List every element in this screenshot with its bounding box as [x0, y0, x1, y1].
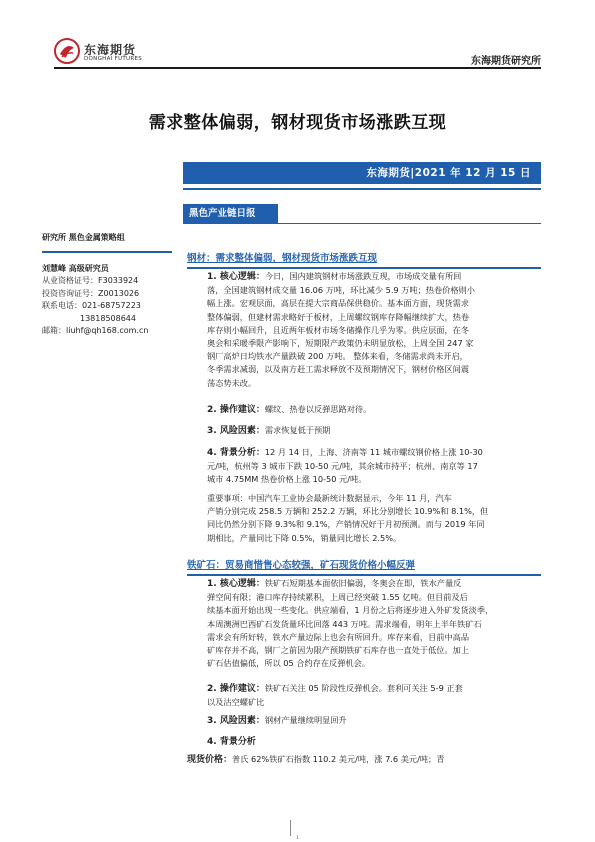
ore-op-lead: 2. 操作建议： — [207, 684, 265, 694]
steel-bg-paragraph — [187, 446, 541, 487]
ore-logic-line: 需求会有所好转，铁水产量边际上也会有所回升。库存来看，目前中高品 — [207, 631, 470, 642]
ore-logic-line: 矿库存并不高，钢厂之前因为限产预期铁矿石库存也一直处于低位。加上 — [207, 645, 470, 656]
steel-bg-line: 元/吨，杭州等 3 城市下跌 10-50 元/吨，其余城市持平；杭州、南京等 17 — [207, 461, 478, 472]
phone-number: 联系电话：021-68757223 — [42, 301, 141, 310]
steel-news-line: 期相比，产量同比下降 0.5%，销量同比增长 2.5%。 — [207, 532, 402, 543]
ore-op-paragraph — [187, 682, 541, 709]
steel-op-paragraph — [187, 403, 541, 417]
ore-op-line: 以及沽空螺矿比 — [207, 697, 265, 708]
ore-logic-paragraph — [187, 577, 541, 670]
steel-bg-lead: 4. 背景分析： — [207, 448, 265, 458]
ore-logic-lead: 1. 核心逻辑： — [207, 579, 265, 589]
ore-risk-text: 钢材产量继续明显回升 — [264, 715, 347, 725]
ore-bg-lead: 4. 背景分析 — [207, 737, 256, 747]
steel-logic-line: 落，全国建筑钢材成交量 16.06 万吨，环比减少 5.9 万吨；热卷价格则小 — [207, 285, 475, 296]
ore-op-line: 铁矿石关注 05 阶段性反弹机会。套利可关注 5-9 正套 — [264, 683, 463, 693]
header-institute: 东海期货研究所 — [471, 56, 541, 67]
steel-op — [187, 403, 541, 417]
ore-logic-line: 本周澳洲巴西矿石发货量环比回落 443 万吨。需求端看，明年上半年铁矿石 — [207, 618, 482, 629]
ore-logic — [187, 577, 541, 670]
ore-section — [187, 557, 541, 576]
ore-risk-lead: 3. 风险因素： — [207, 716, 265, 726]
consulting-number: 投资咨询证号：Z0013026 — [42, 288, 140, 298]
logo-english-name: DONGHAI FUTURES — [84, 56, 143, 62]
steel-logic-paragraph — [187, 270, 541, 390]
steel-logic-line: 钢厂高炉日均铁水产量跌破 200 万吨。 整体来看，冬储需求尚未开启， — [207, 351, 468, 362]
ore-headline-rule — [187, 574, 541, 576]
logo-mark-icon — [54, 38, 80, 64]
steel-logic-line: 幅上涨。宏观层面，高层在提大宗商品保供稳价。基本面方面，现货需求 — [207, 298, 470, 309]
steel-bg-line: 城市 4.75MM 热卷价格上涨 10-50 元/吨。 — [207, 474, 367, 485]
report-title: 需求整体偏弱，钢材现货市场涨跌互现 — [148, 113, 447, 133]
date-banner: 东海期货|2021 年 12 月 15 日 — [183, 162, 541, 184]
section-tab: 黑色产业链日报 — [183, 204, 278, 224]
steel-logic-line: 今日，国内建筑钢材市场涨跌互现，市场成交量有所回 — [264, 271, 462, 281]
ore-risk-paragraph — [187, 714, 541, 728]
steel-news-paragraph — [187, 492, 541, 545]
steel-logic-lead: 1. 核心逻辑： — [207, 272, 265, 282]
steel-logic-line: 荡态势未改。 — [207, 377, 257, 388]
steel-op-lead: 2. 操作建议： — [207, 405, 265, 415]
ore-logic-line: 矿石估值偏低，所以 05 合约存在反弹机会。 — [207, 658, 370, 669]
mobile-number: 13818508644 — [80, 313, 136, 323]
steel-bg-line: 12 月 14 日，上海、济南等 11 城市螺纹钢价格上涨 10-30 — [264, 447, 483, 457]
page-number: 1 — [296, 836, 299, 841]
ore-logic-line: 续基本面开始出现一些变化。供应端看，1 月份之后将逐步进入外矿发货淡季， — [207, 605, 494, 616]
section-tab-underline — [183, 223, 541, 224]
steel-risk — [187, 424, 541, 438]
steel-logic-line: 库存则小幅回升，且近两年板材市场冬储操作几乎为零。供应层面，在冬 — [207, 324, 470, 335]
ore-op — [187, 682, 541, 709]
ore-headline[interactable]: 铁矿石：贸易商惜售心态较强，矿石现货价格小幅反弹 — [187, 560, 416, 571]
analyst-name: 刘慧峰 高级研究员 — [42, 264, 109, 273]
email-address[interactable]: 邮箱：liuhf@qh168.com.cn — [42, 326, 149, 335]
steel-headline-rule — [187, 267, 541, 269]
author-sidebar — [42, 232, 177, 337]
steel-news — [187, 492, 541, 545]
ore-logic-line: 铁矿石短期基本面依旧偏弱，冬奥会在即，铁水产量反 — [264, 578, 462, 588]
steel-headline[interactable]: 钢材：需求整体偏弱，钢材现货市场涨跌互现 — [187, 253, 378, 264]
steel-section — [187, 250, 541, 269]
ore-price-text: 普氏 62%铁矿石指数 110.2 美元/吨，涨 7.6 美元/吨；青 — [232, 754, 445, 764]
ore-background — [187, 735, 541, 749]
date-banner-underline — [183, 188, 541, 190]
sidebar-divider — [42, 251, 172, 253]
steel-risk-lead: 3. 风险因素： — [207, 426, 265, 436]
steel-risk-text: 需求恢复低于预期 — [264, 425, 331, 435]
ore-price-lead: 现货价格： — [187, 755, 233, 765]
department: 研究所 黑色金属策略组 — [42, 233, 125, 242]
footer-divider — [290, 820, 291, 836]
steel-logic-line: 冬季需求减弱，以及南方赶工需求释放不及预期情况下，钢材价格区间震 — [207, 364, 470, 375]
donghai-logo — [54, 38, 174, 68]
steel-op-text: 螺纹、热卷以反弹思路对待。 — [264, 404, 372, 414]
steel-background — [187, 446, 541, 487]
ore-price-paragraph — [187, 753, 541, 767]
steel-news-line: 产销分别完成 258.5 万辆和 252.2 万辆，环比分别增长 10.9%和 8.1%，但 — [207, 506, 489, 517]
logo-chinese-name: 东海期货 — [84, 43, 137, 57]
ore-bg-paragraph — [187, 735, 541, 749]
header-divider — [54, 67, 541, 69]
steel-logic — [187, 270, 541, 390]
steel-news-line: 同比仍然分别下降 9.3%和 9.1%，产销情况好于月初预测。而与 2019 年同 — [207, 519, 485, 530]
ore-risk — [187, 714, 541, 728]
steel-logic-line: 整体偏弱，但建材需求略好于板材，上周螺纹钢库存降幅继续扩大，热卷 — [207, 311, 470, 322]
steel-risk-paragraph — [187, 424, 541, 438]
steel-logic-line: 奥会和采暖季限产影响下，短期限产政策仍未明显放松，上周全国 247 家 — [207, 338, 474, 349]
license-number: 从业资格证号：F3033924 — [42, 276, 139, 285]
steel-news-line: 重要事项：中国汽车工业协会最新统计数据显示，今年 11 月，汽车 — [207, 493, 452, 503]
ore-logic-line: 弹空间有限；港口库存持续累积，上周已经突破 1.55 亿吨。但目前及后 — [207, 592, 468, 603]
ore-spot-price — [187, 753, 541, 767]
